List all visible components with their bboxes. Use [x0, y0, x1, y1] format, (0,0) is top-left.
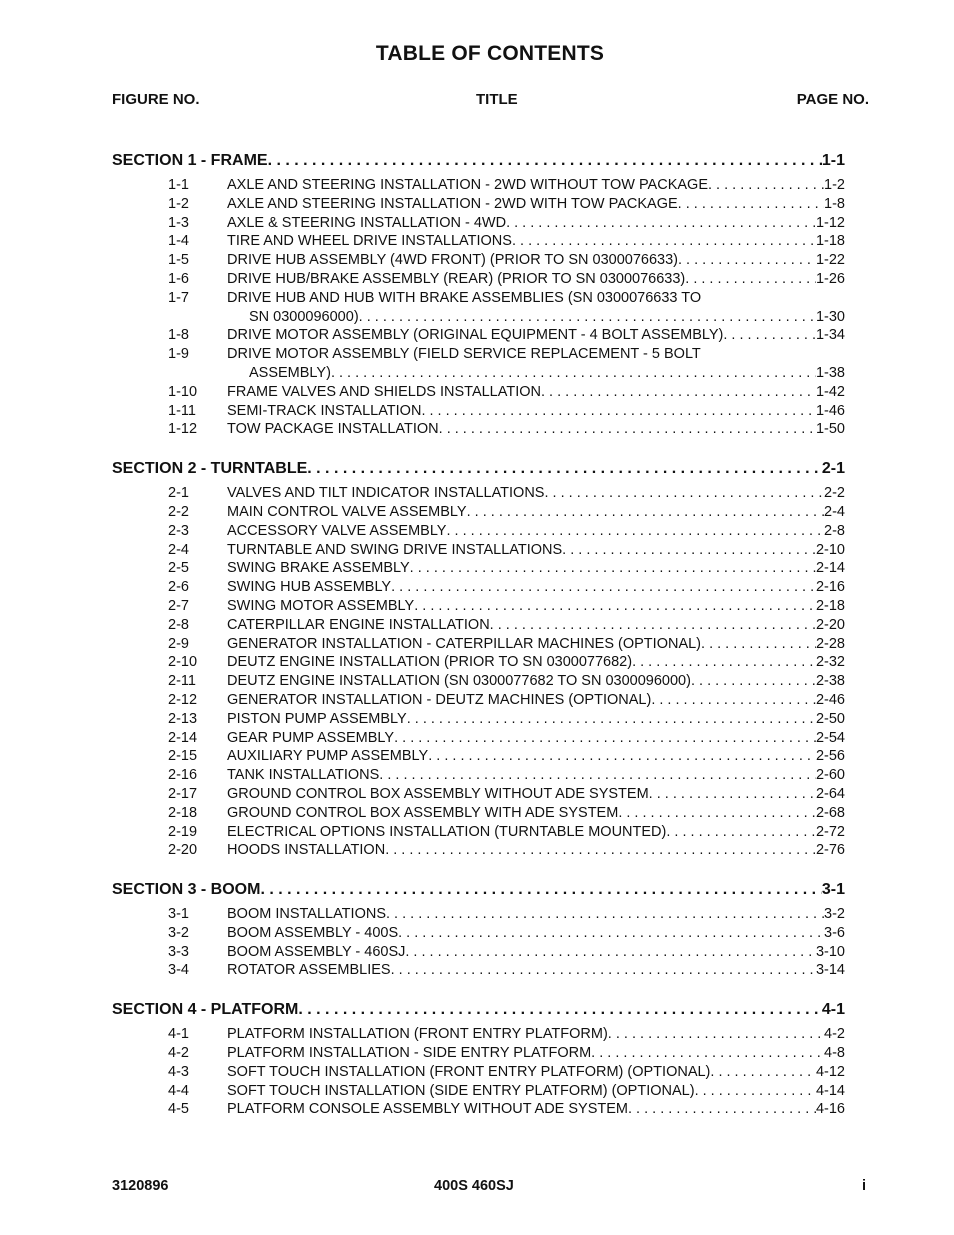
dot-leader [708, 176, 824, 195]
toc-entry[interactable] [112, 1063, 845, 1082]
dot-leader [512, 232, 816, 251]
entry-title: BOOM ASSEMBLY - 400S [227, 924, 399, 941]
section-label: SECTION 3 - BOOM [112, 881, 261, 899]
figure-number: 3-3 [168, 943, 189, 960]
entry-page: 4-16 [815, 1101, 845, 1118]
dot-leader [678, 195, 824, 214]
figure-number: 2-2 [168, 503, 189, 520]
figure-number: 2-7 [168, 597, 189, 614]
entry-title: AXLE & STEERING INSTALLATION - 4WD [227, 214, 507, 231]
figure-number: 2-19 [168, 823, 198, 840]
toc-entry[interactable] [112, 1044, 845, 1063]
figure-number: 1-9 [168, 346, 189, 363]
toc-entry[interactable] [112, 559, 845, 578]
dot-leader [410, 559, 816, 578]
dot-leader [331, 364, 816, 383]
toc-section-heading[interactable] [112, 150, 845, 172]
toc-entry[interactable] [112, 924, 845, 943]
entry-page: 2-50 [815, 710, 845, 727]
toc-entry[interactable] [112, 943, 845, 962]
figure-number: 2-13 [168, 710, 198, 727]
entry-page: 2-18 [815, 597, 845, 614]
toc-entry[interactable] [112, 597, 845, 616]
entry-title: MAIN CONTROL VALVE ASSEMBLY [227, 503, 467, 520]
toc-entry[interactable] [112, 653, 845, 672]
figure-number: 4-4 [168, 1082, 189, 1099]
entry-title: GROUND CONTROL BOX ASSEMBLY WITH ADE SYSTEM [227, 804, 619, 821]
figure-no-header: FIGURE NO. [112, 91, 200, 108]
toc-entry[interactable] [112, 1082, 845, 1101]
entry-page: 4-12 [815, 1063, 845, 1080]
dot-leader [394, 729, 816, 748]
entry-page: 1-38 [815, 364, 845, 381]
entry-title: DRIVE HUB ASSEMBLY (4WD FRONT) (PRIOR TO SN 0300076633) [227, 252, 678, 269]
figure-number: 3-4 [168, 962, 189, 979]
toc-entry[interactable] [112, 841, 845, 860]
entry-page: 2-32 [815, 654, 845, 671]
figure-number: 2-15 [168, 748, 198, 765]
figure-number: 2-1 [168, 485, 189, 502]
entry-page: 2-4 [824, 503, 845, 520]
entry-title: SWING BRAKE ASSEMBLY [227, 560, 410, 577]
dot-leader [407, 710, 816, 729]
entry-page: 4-2 [824, 1026, 845, 1043]
dot-leader [428, 747, 816, 766]
dot-leader [260, 879, 821, 901]
figure-number: 2-11 [168, 673, 196, 690]
toc-section-heading[interactable] [112, 999, 845, 1021]
entry-page: 1-26 [815, 270, 845, 287]
dot-leader [666, 823, 816, 842]
entry-title: PISTON PUMP ASSEMBLY [227, 710, 407, 727]
figure-number: 2-10 [168, 654, 198, 671]
toc-entry[interactable] [112, 522, 845, 541]
toc-entry[interactable] [112, 270, 845, 289]
dot-leader [385, 841, 816, 860]
entry-page: 2-76 [815, 842, 845, 859]
dot-leader [628, 1100, 816, 1119]
entry-page: 3-6 [824, 924, 845, 941]
dot-leader [591, 1044, 824, 1063]
toc-entry[interactable] [112, 484, 845, 503]
entry-title: TIRE AND WHEEL DRIVE INSTALLATIONS [227, 233, 512, 250]
entry-title: ELECTRICAL OPTIONS INSTALLATION (TURNTABLE MOUNTED) [227, 823, 667, 840]
dot-leader [562, 541, 816, 560]
entry-title: TANK INSTALLATIONS [227, 767, 380, 784]
section-page: 2-1 [821, 460, 845, 478]
entry-page: 2-54 [815, 729, 845, 746]
document-number: 3120896 [112, 1178, 169, 1194]
dot-leader [506, 214, 816, 233]
toc-entry[interactable] [112, 289, 845, 327]
figure-number: 2-5 [168, 560, 189, 577]
entry-title: CATERPILLAR ENGINE INSTALLATION [227, 616, 490, 633]
toc-entry[interactable] [112, 232, 845, 251]
toc-entry[interactable] [112, 823, 845, 842]
figure-number: 2-17 [168, 785, 198, 802]
toc-entry[interactable] [112, 729, 845, 748]
table-of-contents [112, 150, 845, 1119]
toc-entry[interactable] [112, 345, 845, 383]
entry-page: 2-60 [815, 767, 845, 784]
entry-page: 2-8 [824, 522, 845, 539]
entry-title: PLATFORM CONSOLE ASSEMBLY WITHOUT ADE SYSTEM [227, 1101, 628, 1118]
dot-leader [685, 270, 816, 289]
dot-leader [608, 1025, 824, 1044]
figure-number: 1-10 [168, 383, 198, 400]
entry-page: 3-14 [815, 962, 845, 979]
figure-number: 2-4 [168, 541, 189, 558]
entry-page: 1-42 [815, 383, 845, 400]
dot-leader [541, 383, 816, 402]
toc-entry[interactable] [112, 195, 845, 214]
figure-number: 4-1 [168, 1026, 189, 1043]
entry-title: DRIVE MOTOR ASSEMBLY (ORIGINAL EQUIPMENT - 4 BOLT ASSEMBLY) [227, 327, 724, 344]
entry-page: 2-56 [815, 748, 845, 765]
toc-entry[interactable] [112, 326, 845, 345]
figure-number: 3-2 [168, 924, 189, 941]
entry-page: 1-12 [815, 214, 845, 231]
entry-page: 3-2 [824, 906, 845, 923]
entry-title: HOODS INSTALLATION [227, 842, 386, 859]
entry-page: 1-34 [815, 327, 845, 344]
toc-entry[interactable] [112, 747, 845, 766]
figure-number: 3-1 [168, 906, 189, 923]
model-name: 400S 460SJ [434, 1178, 514, 1194]
dot-leader [386, 905, 824, 924]
dot-leader [298, 999, 822, 1021]
section-page: 3-1 [821, 881, 845, 899]
figure-number: 1-4 [168, 233, 189, 250]
entry-page: 2-2 [824, 485, 845, 502]
figure-number: 1-6 [168, 270, 189, 287]
entry-title: FRAME VALVES AND SHIELDS INSTALLATION [227, 383, 541, 400]
entry-title: SWING HUB ASSEMBLY [227, 579, 392, 596]
entry-page: 1-30 [815, 308, 845, 325]
toc-entry[interactable] [112, 214, 845, 233]
toc-section-heading[interactable] [112, 458, 845, 480]
toc-entry[interactable] [112, 672, 845, 691]
toc-entry[interactable] [112, 383, 845, 402]
dot-leader [405, 943, 816, 962]
dot-leader [359, 308, 816, 327]
entry-page: 1-2 [824, 177, 845, 193]
figure-number: 1-1 [168, 177, 189, 193]
toc-entry[interactable] [112, 1025, 845, 1044]
page-no-header: PAGE NO. [796, 91, 869, 108]
entry-page: 1-8 [824, 195, 845, 212]
figure-number: 2-14 [168, 729, 198, 746]
dot-leader [421, 402, 816, 421]
entry-title: DRIVE HUB/BRAKE ASSEMBLY (REAR) (PRIOR TO SN 0300076633) [227, 270, 686, 287]
figure-number: 2-20 [168, 842, 198, 859]
entry-title: PLATFORM INSTALLATION (FRONT ENTRY PLATFORM) [227, 1026, 608, 1043]
figure-number: 4-2 [168, 1045, 189, 1062]
entry-title: SOFT TOUCH INSTALLATION (FRONT ENTRY PLATFORM) (OPTIONAL) [227, 1063, 711, 1080]
toc-entry[interactable] [112, 804, 845, 823]
figure-number: 1-8 [168, 327, 189, 344]
dot-leader [391, 961, 816, 980]
figure-number: 1-5 [168, 252, 189, 269]
toc-entry[interactable] [112, 1100, 845, 1119]
entry-title: TOW PACKAGE INSTALLATION [227, 421, 439, 438]
entry-title: PLATFORM INSTALLATION - SIDE ENTRY PLATFORM [227, 1045, 592, 1062]
toc-entry[interactable] [112, 710, 845, 729]
figure-number: 2-3 [168, 522, 189, 539]
toc-entry[interactable] [112, 402, 845, 421]
entry-title: ACCESSORY VALVE ASSEMBLY [227, 522, 447, 539]
dot-leader [649, 785, 816, 804]
figure-number: 1-11 [168, 402, 196, 419]
figure-number: 1-3 [168, 214, 189, 231]
dot-leader [632, 653, 816, 672]
dot-leader [691, 672, 816, 691]
figure-number: 1-2 [168, 195, 189, 212]
dot-leader [695, 1082, 816, 1101]
entry-page: 1-50 [815, 421, 845, 438]
entry-page: 2-72 [815, 823, 845, 840]
entry-page: 1-46 [815, 402, 845, 419]
page-title: TABLE OF CONTENTS [375, 42, 605, 65]
toc-entry[interactable] [112, 616, 845, 635]
dot-leader [467, 503, 824, 522]
entry-page: 2-14 [815, 560, 845, 577]
figure-number: 2-12 [168, 691, 198, 708]
entry-title: BOOM INSTALLATIONS [227, 906, 386, 923]
entry-page: 2-68 [815, 804, 845, 821]
toc-entry[interactable] [112, 503, 845, 522]
dot-leader [439, 420, 816, 439]
entry-title: SWING MOTOR ASSEMBLY [227, 597, 415, 614]
figure-number: 1-12 [168, 421, 198, 438]
entry-page: 4-8 [824, 1045, 845, 1062]
toc-entry[interactable] [112, 176, 845, 195]
entry-page: 2-20 [815, 616, 845, 633]
toc-entry[interactable] [112, 785, 845, 804]
entry-title: BOOM ASSEMBLY - 460SJ [227, 943, 406, 960]
dot-leader [268, 150, 822, 172]
section-label: SECTION 4 - PLATFORM [112, 1001, 299, 1019]
entry-title: GEAR PUMP ASSEMBLY [227, 729, 395, 746]
entry-page: 2-16 [815, 579, 845, 596]
title-header: TITLE [476, 91, 518, 108]
entry-title: TURNTABLE AND SWING DRIVE INSTALLATIONS [227, 541, 563, 558]
toc-entry[interactable] [112, 541, 845, 560]
dot-leader [701, 635, 816, 654]
entry-title: VALVES AND TILT INDICATOR INSTALLATIONS [227, 485, 545, 502]
page-number: i [861, 1178, 866, 1194]
toc-entry[interactable] [112, 766, 845, 785]
toc-entry[interactable] [112, 691, 845, 710]
entry-title: ROTATOR ASSEMBLIES [227, 962, 391, 979]
entry-title: AXLE AND STEERING INSTALLATION - 2WD WITH TOW PACKAGE [227, 195, 678, 212]
entry-title: DRIVE HUB AND HUB WITH BRAKE ASSEMBLIES (SN 0300076633 TO [227, 289, 702, 306]
dot-leader [379, 766, 816, 785]
dot-leader [490, 616, 816, 635]
entry-title: SEMI-TRACK INSTALLATION [227, 402, 422, 419]
dot-leader [651, 691, 816, 710]
entry-title-continued: SN 0300096000) [249, 308, 359, 325]
dot-leader [723, 326, 816, 345]
figure-number: 2-18 [168, 804, 198, 821]
entry-title: GENERATOR INSTALLATION - CATERPILLAR MACHINES (OPTIONAL) [227, 635, 702, 652]
entry-title-continued: ASSEMBLY) [249, 364, 331, 381]
dot-leader [618, 804, 816, 823]
entry-title: DEUTZ ENGINE INSTALLATION (PRIOR TO SN 0300077682) [227, 654, 633, 671]
figure-number: 1-7 [168, 289, 189, 306]
dot-leader [391, 578, 816, 597]
figure-number: 2-16 [168, 767, 198, 784]
toc-section-heading[interactable] [112, 879, 845, 901]
figure-number: 2-9 [168, 635, 189, 652]
entry-title: DEUTZ ENGINE INSTALLATION (SN 0300077682 TO SN 0300096000) [227, 673, 691, 690]
toc-entry[interactable] [112, 961, 845, 980]
dot-leader [446, 522, 824, 541]
toc-entry[interactable] [112, 420, 845, 439]
dot-leader [307, 458, 822, 480]
entry-page: 4-14 [815, 1082, 845, 1099]
figure-number: 2-8 [168, 616, 189, 633]
entry-page: 3-10 [815, 943, 845, 960]
figure-number: 4-5 [168, 1101, 189, 1118]
dot-leader [398, 924, 824, 943]
figure-number: 4-3 [168, 1063, 189, 1080]
entry-title: GENERATOR INSTALLATION - DEUTZ MACHINES (OPTIONAL) [227, 691, 652, 708]
entry-title: AUXILIARY PUMP ASSEMBLY [227, 748, 429, 765]
entry-title: GROUND CONTROL BOX ASSEMBLY WITHOUT ADE SYSTEM [227, 785, 649, 802]
entry-page: 2-28 [815, 635, 845, 652]
entry-page: 2-46 [815, 691, 845, 708]
toc-entry[interactable] [112, 578, 845, 597]
dot-leader [678, 251, 816, 270]
dot-leader [544, 484, 824, 503]
section-label: SECTION 1 - FRAME [112, 152, 268, 169]
entry-page: 1-22 [815, 252, 845, 269]
dot-leader [414, 597, 816, 616]
section-page: 1-1 [821, 152, 845, 169]
entry-title: AXLE AND STEERING INSTALLATION - 2WD WITHOUT TOW PACKAGE [227, 177, 708, 193]
toc-entry[interactable] [112, 635, 845, 654]
entry-page: 2-10 [815, 541, 845, 558]
entry-page: 2-64 [815, 785, 845, 802]
figure-number: 2-6 [168, 579, 189, 596]
dot-leader [710, 1063, 816, 1082]
toc-entry[interactable] [112, 905, 845, 924]
toc-entry[interactable] [112, 251, 845, 270]
entry-title: DRIVE MOTOR ASSEMBLY (FIELD SERVICE REPLACEMENT - 5 BOLT [227, 346, 701, 363]
section-label: SECTION 2 - TURNTABLE [112, 460, 308, 478]
entry-title: SOFT TOUCH INSTALLATION (SIDE ENTRY PLATFORM) (OPTIONAL) [227, 1082, 695, 1099]
entry-page: 2-38 [815, 673, 845, 690]
section-page: 4-1 [821, 1001, 845, 1019]
entry-page: 1-18 [815, 233, 845, 250]
